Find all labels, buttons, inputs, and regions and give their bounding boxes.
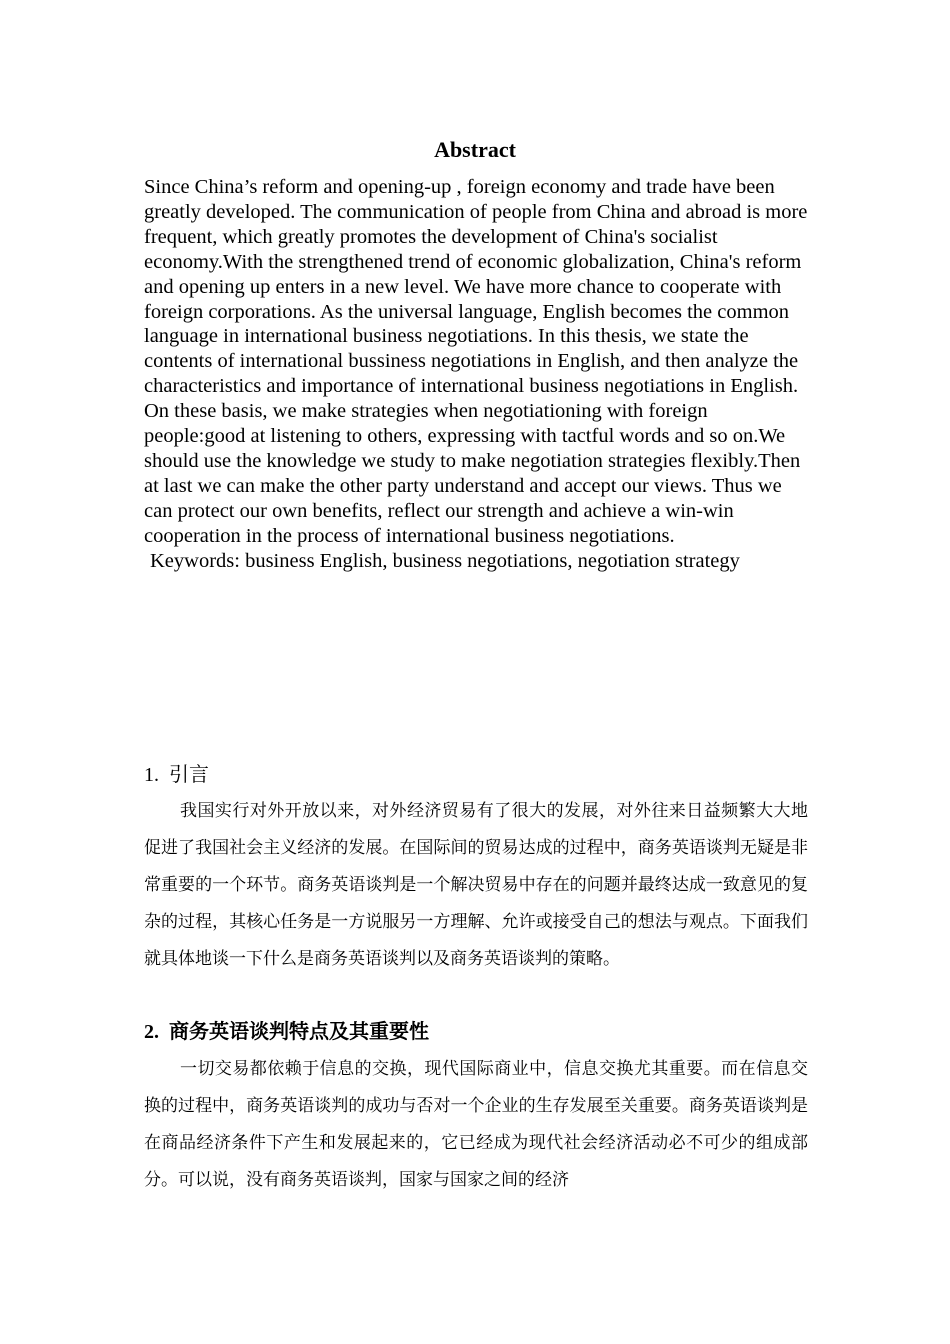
section-2-paragraph: 一切交易都依赖于信息的交换，现代国际商业中，信息交换尤其重要。而在信息交换的过程中，商务英语谈判的成功与否对一个企业的生存发展至关重要。商务英语谈判是在商品经济条件下产生和发展起来的，它已经成为现代社会经济活动必不可少的组成部分。可以说，没有商务英语谈判，国家与国家之间的经济 xyxy=(144,1059,808,1189)
abstract-keywords: Keywords: business English, business negotiations, negotiation strategy xyxy=(150,549,740,572)
section-2-number: 2. xyxy=(144,1021,159,1043)
abstract-section xyxy=(144,175,809,574)
section-2-heading xyxy=(144,1018,429,1046)
section-1-number: 1. xyxy=(144,764,159,786)
section-2-title: 商务英语谈判特点及其重要性 xyxy=(169,1021,429,1043)
section-1-title: 引言 xyxy=(169,764,209,786)
section-1-paragraph: 我国实行对外开放以来，对外经济贸易有了很大的发展，对外往来日益频繁大大地促进了我国社会主义经济的发展。在国际间的贸易达成的过程中，商务英语谈判无疑是非常重要的一个环节。商务英语谈判是一个解决贸易中存在的问题并最终达成一致意见的复杂的过程，其核心任务是一方说服另一方理解、允许或接受自己的想法与观点。下面我们就具体地谈一下什么是商务英语谈判以及商务英语谈判的策略。 xyxy=(144,801,808,968)
abstract-title: Abstract xyxy=(434,137,516,162)
section-1-heading xyxy=(144,761,209,789)
abstract-body-text: Since China’s reform and opening-up , foreign economy and trade have been greatly developed. The communication of people from China and abroad is more frequent, which greatly promotes the development of China's socialist economy.With the strengthened trend of economic globalization, China's reform and opening up enters in a new level. We have more chance to cooperate with foreign corporations. As the universal language, English becomes the common language in international business negotiations. In this thesis, we state the contents of international bussiness negotiations in English, and then analyze the characteristics and importance of international business negotiations in English. On these basis, we make strategies when negotiationing with foreign people:good at listening to others, expressing with tactful words and so on.We should use the knowledge we study to make negotiation strategies flexibly.Then at last we can make the other party understand and accept our views. Thus we can protect our own benefits, reflect our strength and achieve a win-win cooperation in the process of international business negotiations. xyxy=(144,176,808,547)
